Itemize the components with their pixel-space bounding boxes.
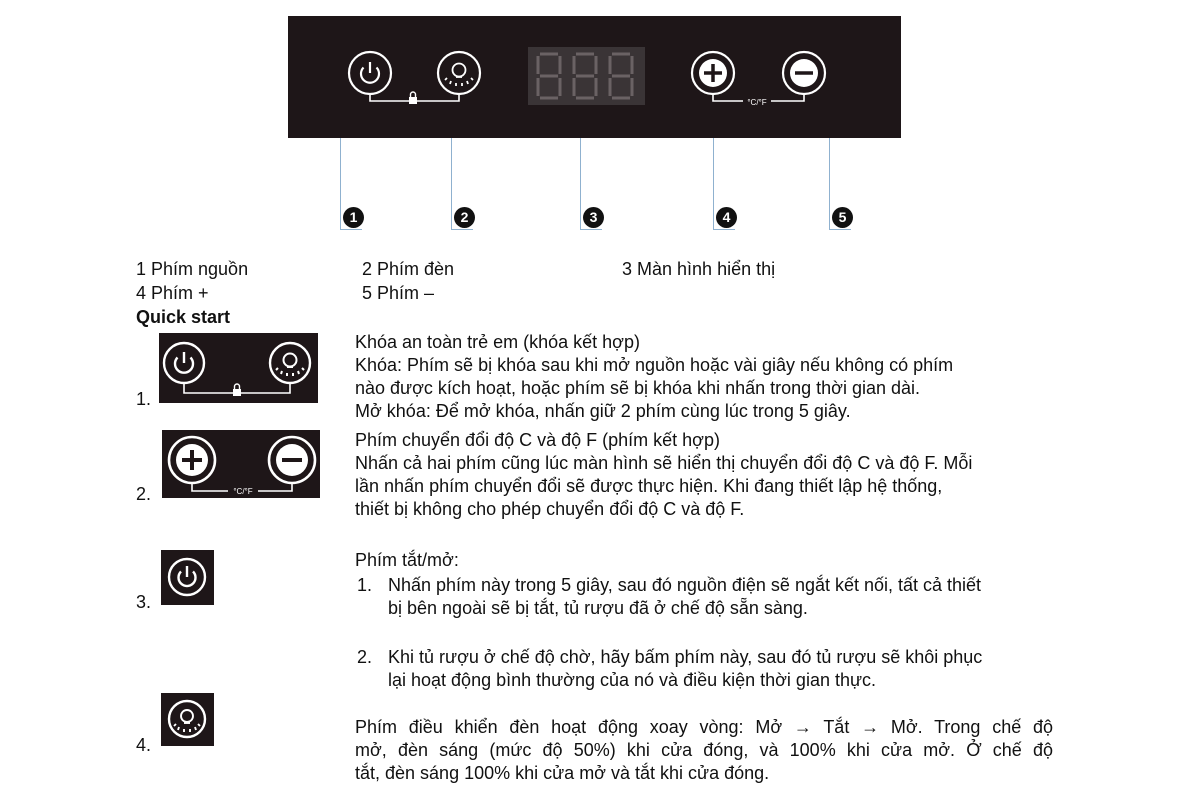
step3-title: Phím tắt/mở: [355, 550, 459, 570]
text-line: nào được kích hoạt, hoặc phím sẽ bị khóa khi nhấn trong thời gian dài. [355, 378, 921, 398]
leader-foot [713, 229, 735, 230]
leader-foot [829, 229, 851, 230]
leader-line [340, 138, 341, 230]
step4-text [355, 716, 1053, 785]
text-line: Mở khóa: Để mở khóa, nhấn giữ 2 phím cùng lúc trong 5 giây. [355, 401, 851, 421]
legend-light-key: 2 Phím đèn [362, 259, 455, 279]
digit-display [528, 47, 645, 105]
legend-plus-key: 4 Phím + [136, 283, 209, 303]
step2-title: Phím chuyển đổi độ C và độ F (phím kết hợp) [355, 430, 720, 450]
step-number: 2. [136, 484, 152, 504]
step-number: 3. [136, 592, 152, 612]
step1-title: Khóa an toàn trẻ em (khóa kết hợp) [355, 332, 640, 352]
callout-number: 2 [454, 207, 475, 228]
light-bulb-icon [169, 701, 205, 737]
lock-icon [409, 92, 417, 104]
legend-power-key: 1 Phím nguồn [136, 259, 249, 279]
sub-item-number: 2. [357, 647, 373, 667]
legend-display: 3 Màn hình hiển thị [622, 259, 776, 279]
leader-line [580, 138, 581, 230]
plus-button[interactable] [692, 52, 734, 94]
step1-text [355, 331, 1055, 423]
callout-number: 1 [343, 207, 364, 228]
minus-icon [790, 59, 818, 87]
unit-label: °C/°F [747, 98, 767, 107]
power-icon [164, 343, 204, 383]
light-button[interactable] [438, 52, 480, 94]
leader-foot [580, 229, 602, 230]
step1-icon-panel [159, 333, 318, 403]
plus-icon [169, 437, 215, 483]
callout-number: 5 [832, 207, 853, 228]
text-line: lại hoạt động bình thường của nó và điều kiện thời gian thực. [388, 670, 877, 690]
step-number: 1. [136, 389, 152, 409]
text-line: Khóa: Phím sẽ bị khóa sau khi mở nguồn hoặc vài giây nếu không có phím [355, 355, 954, 375]
step-number: 4. [136, 735, 152, 755]
legend-minus-key: 5 Phím – [362, 283, 435, 303]
step2-icon-panel [162, 430, 320, 498]
text-line: Khi tủ rượu ở chế độ chờ, hãy bấm phím này, sau đó tủ rượu sẽ khôi phục [388, 647, 983, 667]
leader-line [713, 138, 714, 230]
step3-text [355, 549, 1067, 572]
text-line: lần nhấn phím chuyển đổi sẽ được thực hiện. Khi đang thiết lập hệ thống, [355, 476, 943, 496]
text-line: Nhấn phím này trong 5 giây, sau đó nguồn điện sẽ ngắt kết nối, tất cả thiết [388, 575, 982, 595]
light-bulb-icon [445, 64, 473, 87]
step3-sub2-text [388, 646, 1068, 692]
text-line: Nhấn cả hai phím cũng lúc màn hình sẽ hiển thị chuyển đổi độ C và độ F. Mỗi [355, 453, 973, 473]
sub-item-number: 1. [357, 575, 373, 595]
minus-button[interactable] [783, 52, 825, 94]
plus-icon [699, 59, 727, 87]
step2-text [355, 429, 1055, 521]
leader-foot [340, 229, 362, 230]
leader-line [451, 138, 452, 230]
minus-icon [269, 437, 315, 483]
power-button[interactable] [349, 52, 391, 94]
leader-foot [451, 229, 473, 230]
control-panel-graphic [288, 16, 901, 138]
text-line: mở, đèn sáng (mức độ 50%) khi cửa đóng, và 100% khi cửa mở. Ở chế độ [355, 740, 1053, 760]
text-line: thiết bị không cho phép chuyển đổi độ C và độ F. [355, 499, 745, 519]
text-line: bị bên ngoài sẽ bị tắt, tủ rượu đã ở chế độ sẵn sàng. [388, 598, 808, 618]
lock-icon [233, 384, 241, 396]
leader-line [829, 138, 830, 230]
power-icon [169, 559, 205, 595]
callout-number: 4 [716, 207, 737, 228]
step4-icon-panel [161, 693, 214, 746]
text-line: tắt, đèn sáng 100% khi cửa mở và tắt khi cửa đóng. [355, 763, 770, 783]
callout-number: 3 [583, 207, 604, 228]
control-panel [288, 16, 901, 138]
unit-label: °C/°F [233, 487, 253, 496]
text-line: Phím điều khiển đèn hoạt động xoay vòng: Mở → Tắt → Mở. Trong chế độ [355, 717, 1053, 737]
light-bulb-icon [270, 343, 310, 383]
step3-icon-panel [161, 550, 214, 605]
step3-sub1-text [388, 574, 1068, 620]
quick-start-heading: Quick start [136, 307, 231, 327]
